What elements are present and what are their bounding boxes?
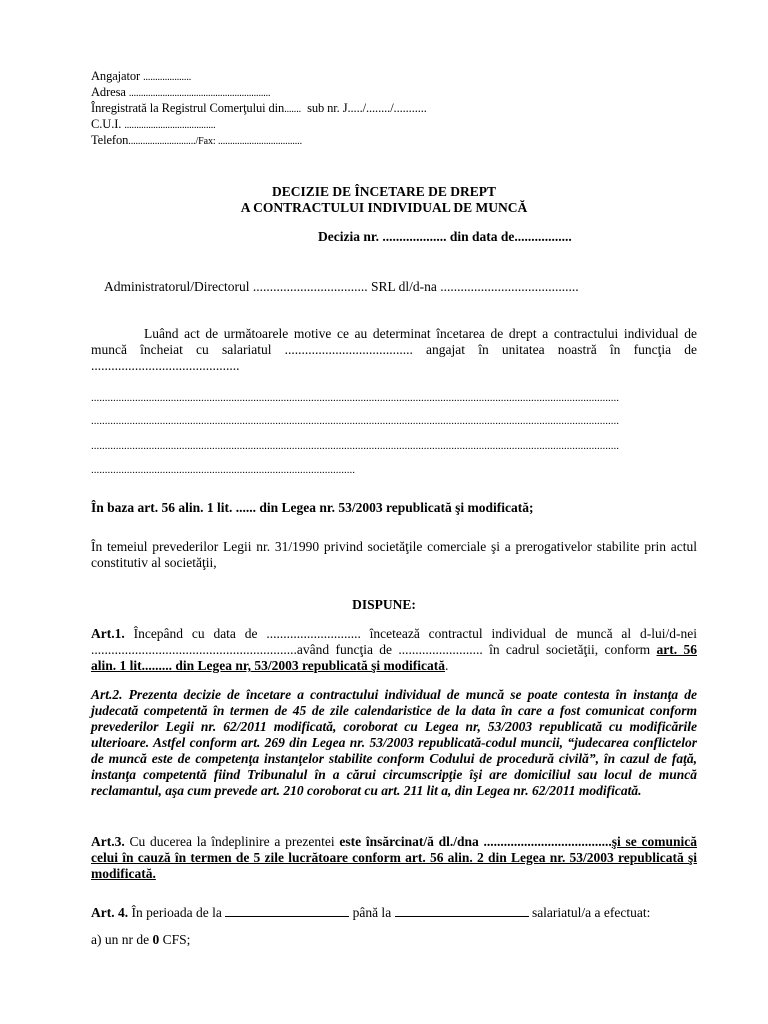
registry-line: Înregistrată la Registrul Comerţului din....... sub nr. J...../......../........... <box>91 101 427 115</box>
dotted-line-2: ................................................................................................................................................................................................ <box>91 415 619 427</box>
article-1: Art.1. Începând cu data de ............................ încetează contractul individual de muncă al d-lui/d-nei .............................................................având funcţia de ......................... în cadrul societăţii, conform art. 56 alin. 1 lit......... din Legea nr, 53/2003 republicată şi modificată. <box>91 626 697 673</box>
decision-number-line: Decizia nr. ................... din data de................. <box>318 229 572 244</box>
article-1-label: Art.1. <box>91 626 125 641</box>
article-4-label: Art. 4. <box>91 905 129 920</box>
reasons-paragraph: Luând act de următoarele motive ce au determinat încetarea de drept a contractului individual de muncă încheiat cu salariatul ...................................... angajat în unitatea noastră în funcţia de ............................................ <box>91 326 697 373</box>
legal-grounds-paragraph: În temeiul prevederilor Legii nr. 31/1990 privind societăţile comerciale şi a prerogativelor stabilite prin actul constitutiv al societăţii, <box>91 539 697 570</box>
dispune-heading: DISPUNE: <box>352 597 416 612</box>
administrator-line: Administratorul/Directorul .................................. SRL dl/d-na ......................................... <box>104 279 579 294</box>
article-2: Art.2. Prezenta decizie de încetare a contractului individual de muncă se poate contesta în instanţa de judecată competentă în termen de 45 de zile calendaristice de la data în care a fost comunicat conform prevederilor Legii nr. 62/2011 modificată, coroborat cu Legea nr, 53/2003 republicată cu modificările ulterioare. Astfel conform art. 269 din Legea nr. 53/2003 republicată-codul muncii, “judecarea conflictelor de muncă este de competenţa instanţelor stabilite conform Codului de procedură civilă”, în cazul de faţă, instanţa competentă fiind Tribunalul în a cărui circumscripţie îşi are domiciliul sau locul de muncă reclamantul, aşa cum prevede art. 210 coroborat cu art. 211 lit a, din Legea nr. 62/2011 modificată. <box>91 687 697 798</box>
article-4: Art. 4. În perioada de la până la salariatul/a a efectuat: <box>91 905 651 920</box>
dotted-line-1: ................................................................................................................................................................................................ <box>91 392 619 404</box>
cui-line: C.U.I. ...................................... <box>91 117 216 131</box>
period-end-blank <box>395 905 529 917</box>
article-3: Art.3. Cu ducerea la îndeplinire a prezentei este însărcinat/ă dl./dna ......................................şi se comunică celui în cauză în termen de 5 zile lucrătoare conform art. 56 alin. 2 din Legea nr. 53/2003 republicată şi modificată. <box>91 834 698 881</box>
dotted-line-4: ................................................................................................ <box>91 464 355 476</box>
employer-line: Angajator .................... <box>91 69 192 83</box>
article-1-reference: art. 56 alin. 1 lit......... din Legea nr, 53/2003 republicată şi modificată <box>91 642 697 673</box>
phone-fax-line: Telefon............................/Fax: ................................... <box>91 133 302 147</box>
legal-basis-line: În baza art. 56 alin. 1 lit. ...... din Legea nr. 53/2003 republicată şi modificată; <box>91 500 534 515</box>
employer-header <box>91 69 427 149</box>
cfs-count: 0 <box>152 932 160 947</box>
document-title-line2: A CONTRACTULUI INDIVIDUAL DE MUNCĂ <box>240 200 528 215</box>
article-4-item-a: a) un nr de 0 CFS; <box>91 932 191 947</box>
article-3-label: Art.3. <box>91 834 125 849</box>
period-start-blank <box>225 905 349 917</box>
document-title-line1: DECIZIE DE ÎNCETARE DE DREPT <box>271 184 497 199</box>
dotted-line-3: ................................................................................................................................................................................................ <box>91 440 619 452</box>
address-line: Adresa ........................................................... <box>91 85 271 99</box>
